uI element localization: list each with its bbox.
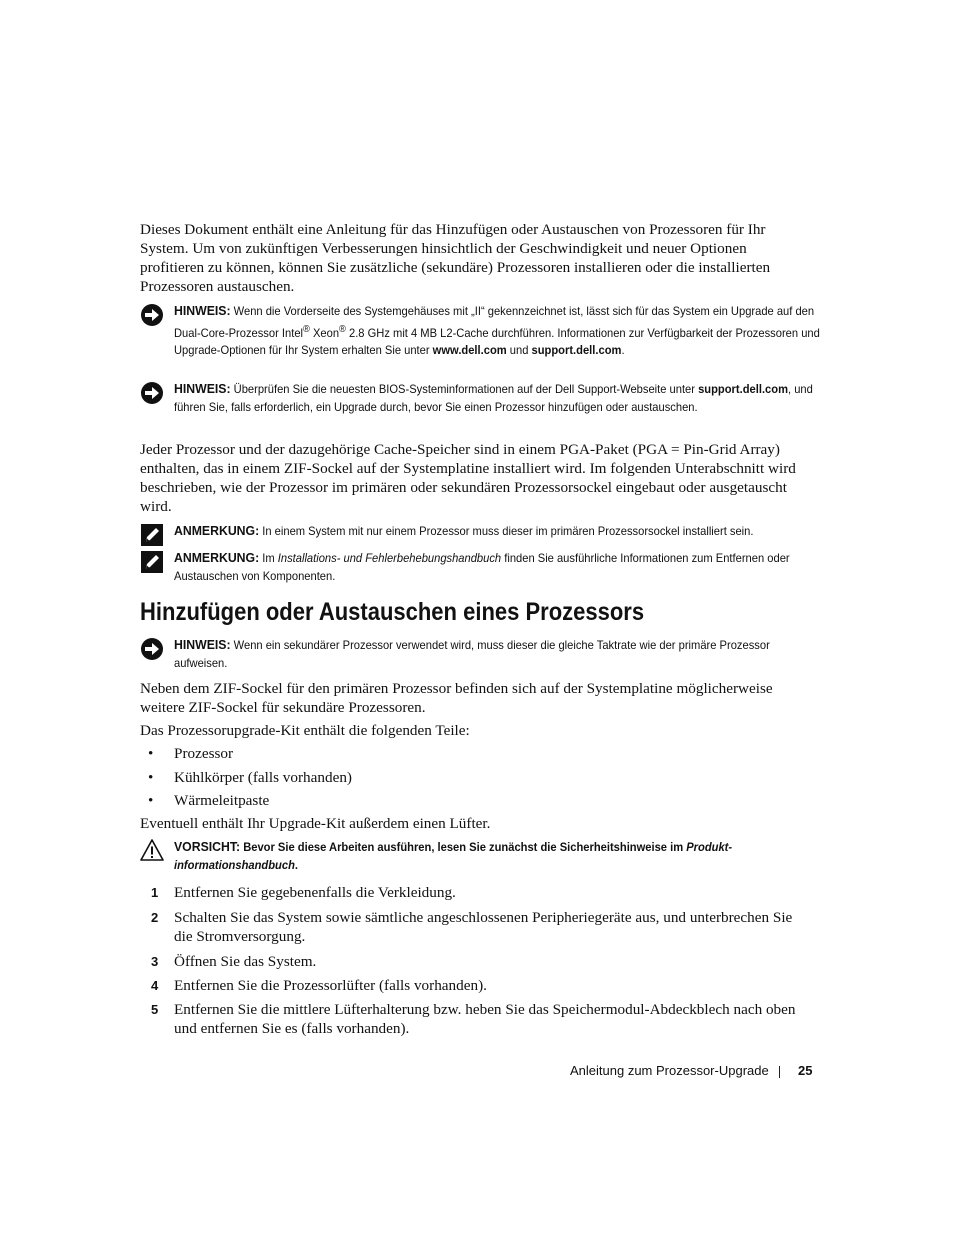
notice-arrow-icon [140,303,164,327]
support-link[interactable]: support.dell.com [531,343,622,357]
notice-arrow-icon [140,637,164,661]
kit-paragraph: Das Prozessorupgrade-Kit enthält die folgenden Teile: [140,722,470,739]
pencil-note-icon [140,523,164,547]
caution-label: VORSICHT: [174,839,241,854]
note-label: ANMERKUNG: [174,550,260,565]
footer-title: Anleitung zum Prozessor-Upgrade [570,1063,769,1078]
bullet-icon: • [148,792,154,809]
notice-3-text: HINWEIS: Wenn ein sekundärer Prozessor verwendet wird, muss dieser die gleiche Taktrate wie der primäre Prozessor aufweisen. [174,637,770,670]
dell-link[interactable]: www.dell.com [432,343,507,357]
notice-label: HINWEIS: [174,637,231,652]
notice-label: HINWEIS: [174,381,231,396]
step-number: 4 [151,978,159,993]
support-link[interactable]: support.dell.com [698,382,789,396]
note-2 [140,549,820,587]
zif-paragraph: Neben dem ZIF-Sockel für den primären Prozessor befinden sich auf der Systemplatine möglicherweise weitere ZIF-Sockel für sekundäre Prozessoren. [140,680,773,716]
notice-label: HINWEIS: [174,303,231,318]
caution [140,838,820,878]
fan-paragraph: Eventuell enthält Ihr Upgrade-Kit außerdem einen Lüfter. [140,815,491,832]
page-footer [560,1062,820,1080]
notice-arrow-icon [140,381,164,405]
notice-1 [140,302,820,374]
step-number: 2 [151,910,159,925]
intro-paragraph: Dieses Dokument enthält eine Anleitung für das Hinzufügen oder Austauschen von Prozessoren für Ihr System. Um von zukünftigen Verbesserungen hinsichtlich der Geschwindigkeit und neuer Optionen profitieren zu können, können Sie zusätzliche (sekundäre) Prozessoren installieren oder die installierten Prozessoren austauschen. [140,221,771,295]
bullet-icon: • [148,745,154,762]
note-label: ANMERKUNG: [174,523,260,538]
bullet-icon: • [148,769,154,786]
footer-divider [779,1066,780,1078]
notice-2-text: HINWEIS: Überprüfen Sie die neuesten BIOS-Systeminformationen auf der Dell Support-Webseite unter support.dell.com, und führen Sie, falls erforderlich, ein Upgrade durch, bevor Sie einen Prozessor hinzufügen oder austauschen. [174,381,813,414]
section-heading: Hinzufügen oder Austauschen eines Prozessors [140,598,645,626]
step-number: 3 [151,954,159,969]
notice-3 [140,636,820,674]
caution-text: VORSICHT: Bevor Sie diese Arbeiten ausführen, lesen Sie zunächst die Sicherheitshinweise im Produkt-informationshandbuch. [174,839,733,872]
note-1 [140,522,820,544]
note-1-text: ANMERKUNG: In einem System mit nur einem Prozessor muss dieser im primären Prozessorsockel installiert sein. [174,523,754,538]
page-number: 25 [798,1063,813,1078]
note-2-text: ANMERKUNG: Im Installations- und Fehlerbehebungshandbuch finden Sie ausführliche Informationen zum Entfernen oder Austauschen von Komponenten. [174,550,790,583]
warning-triangle-icon [140,838,164,862]
notice-1-text: HINWEIS: Wenn die Vorderseite des Systemgehäuses mit „II“ gekennzeichnet ist, lässt sich für das System ein Upgrade auf den Dual-Core-Prozessor Intel® Xeon® 2.8 GHz mit 4 MB L2-Cache durchführen. Informationen zur Verfügbarkeit der Prozessoren und Upgrade-Optionen für Ihr System erhalten Sie unter www.dell.com und support.dell.com. [174,303,820,357]
step-number: 1 [151,885,159,900]
step-number: 5 [151,1002,159,1017]
pencil-note-icon [140,550,164,574]
pga-paragraph: Jeder Prozessor und der dazugehörige Cache-Speicher sind in einem PGA-Paket (PGA = Pin-Grid Array) enthalten, das in einem ZIF-Sockel auf der Systemplatine installiert wird. Im folgenden Unterabschnitt wird beschrieben, wie der Prozessor im primären oder sekundären Prozessorsockel eingebaut oder ausgetauscht wird. [140,441,796,515]
notice-2 [140,380,820,434]
